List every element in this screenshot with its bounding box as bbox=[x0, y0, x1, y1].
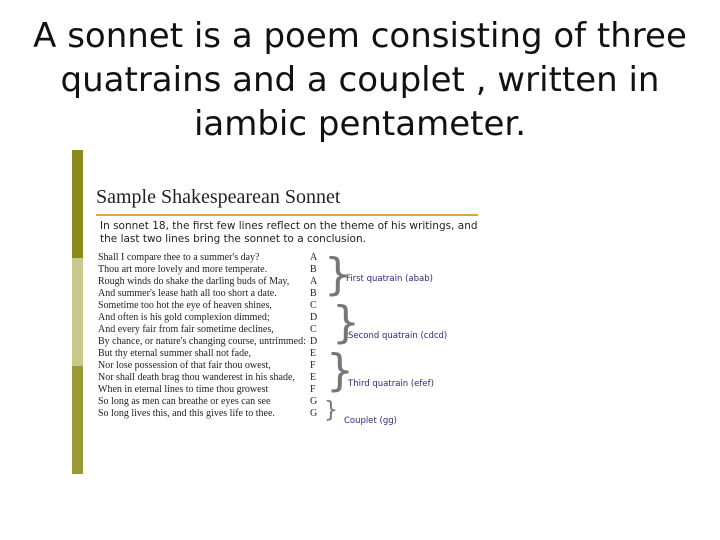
label-second-quatrain: Second quatrain (cdcd) bbox=[348, 331, 448, 341]
figure-intro: In sonnet 18, the first few lines reflect on the theme of his writings, and the last two lines bring the sonnet to a conclusion. bbox=[100, 220, 478, 245]
rhyme-letter: D bbox=[310, 312, 318, 323]
poem-line-text: Thou art more lovely and more temperate. bbox=[98, 264, 268, 275]
poem-line-text: Nor shall death brag thou wanderest in his shade, bbox=[98, 372, 295, 383]
poem-line-text: And summer's lease hath all too short a date. bbox=[98, 288, 277, 299]
rhyme-letter: E bbox=[310, 372, 317, 383]
rhyme-letter: B bbox=[310, 264, 317, 275]
poem-line-text: Rough winds do shake the darling buds of May, bbox=[98, 276, 290, 287]
poem-line-text: But thy eternal summer shall not fade, bbox=[98, 348, 252, 359]
poem-line bbox=[98, 300, 428, 312]
poem-line-text: And every fair from fair sometime declines, bbox=[98, 324, 274, 335]
rhyme-letter: E bbox=[310, 348, 317, 359]
poem-line-text: So long lives this, and this gives life to thee. bbox=[98, 408, 275, 419]
poem-line-text: By chance, or nature's changing course, untrimmed: bbox=[98, 336, 306, 347]
poem-line bbox=[98, 288, 428, 300]
sonnet-figure bbox=[92, 180, 512, 440]
poem-line bbox=[98, 312, 428, 324]
rhyme-letter: G bbox=[310, 396, 318, 407]
label-first-quatrain: First quatrain (abab) bbox=[346, 274, 433, 284]
rhyme-letter: B bbox=[310, 288, 317, 299]
poem-line-text: Nor lose possession of that fair thou owest, bbox=[98, 360, 271, 371]
figure-heading: Sample Shakespearean Sonnet bbox=[96, 186, 341, 208]
poem-line bbox=[98, 252, 428, 264]
label-third-quatrain: Third quatrain (efef) bbox=[348, 379, 434, 389]
label-couplet: Couplet (gg) bbox=[344, 416, 397, 426]
rhyme-letter: A bbox=[310, 276, 318, 287]
heading-rule bbox=[96, 214, 478, 216]
brace-first-quatrain: } bbox=[324, 249, 352, 300]
rhyme-letter: G bbox=[310, 408, 318, 419]
poem-line-text: When in eternal lines to time thou growest bbox=[98, 384, 269, 395]
rhyme-letter: C bbox=[310, 324, 317, 335]
brace-couplet: } bbox=[324, 398, 338, 423]
accent-bar-bottom bbox=[72, 366, 83, 474]
accent-bar-middle bbox=[72, 258, 83, 366]
rhyme-letter: C bbox=[310, 300, 317, 311]
slide-title: A sonnet is a poem consisting of three quatrains and a couplet , written in iambic pentameter. bbox=[33, 16, 687, 144]
poem-line-text: And often is his gold complexion dimmed; bbox=[98, 312, 270, 323]
brace-second-quatrain: } bbox=[332, 297, 360, 348]
brace-third-quatrain: } bbox=[326, 345, 354, 396]
rhyme-letter: A bbox=[310, 252, 318, 263]
poem-line-text: So long as men can breathe or eyes can see bbox=[98, 396, 271, 407]
poem-line bbox=[98, 396, 428, 408]
poem-line-text: Sometime too hot the eye of heaven shines, bbox=[98, 300, 272, 311]
rhyme-letter: D bbox=[310, 336, 318, 347]
rhyme-letter: F bbox=[310, 384, 316, 395]
poem-line bbox=[98, 360, 428, 372]
rhyme-letter: F bbox=[310, 360, 316, 371]
poem-line-text: Shall I compare thee to a summer's day? bbox=[98, 252, 260, 263]
accent-bar-top bbox=[72, 150, 83, 258]
poem-line bbox=[98, 348, 428, 360]
